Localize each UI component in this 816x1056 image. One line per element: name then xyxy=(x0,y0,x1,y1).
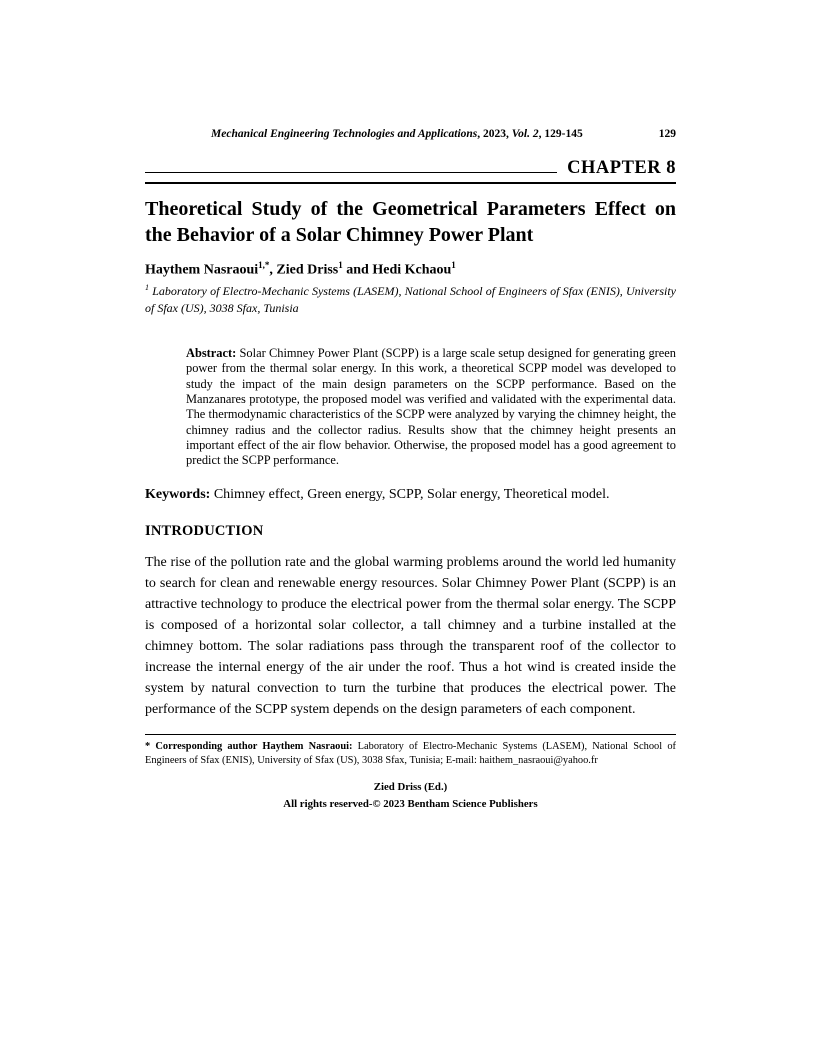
affiliation-line xyxy=(145,283,676,315)
abstract-text: Solar Chimney Power Plant (SCPP) is a large scale setup designed for generating green power from the thermal solar energy. In this work, a theoretical SCPP model was developed to study the impact of the main design parameters on the SCPP performance. Based on the Manzanares prototype, the proposed model was verified and validated with the experimental data. The thermodynamic characteristics of the SCPP were analyzed by varying the chimney height, the chimney radius and the collector radius. Results show that the chimney height presents an important effect of the air flow behavior. Otherwise, the proposed model has a good agreement to predict the SCPP performance. xyxy=(186,345,676,468)
keywords-label: Keywords: xyxy=(145,486,211,502)
keywords-text: Chimney effect, Green energy, SCPP, Solar energy, Theoretical model. xyxy=(210,486,610,502)
author-2: , Zied Driss xyxy=(269,262,339,278)
affiliation-mark: 1 xyxy=(145,283,149,293)
journal-volume: Vol. 2 xyxy=(511,128,539,140)
author-1: Haythem Nasraoui xyxy=(145,262,259,278)
copyright-footer xyxy=(145,779,676,812)
author-3-affil-mark: 1 xyxy=(451,259,456,270)
running-header xyxy=(145,128,676,140)
footnote-label: * Corresponding author Haythem Nasraoui: xyxy=(145,740,353,752)
affiliation-text: Laboratory of Electro-Mechanic Systems (LASEM), National School of Engineers of Sfax (ENIS), University of Sfax (US), 3038 Sfax, Tunisia xyxy=(145,284,676,315)
journal-name: Mechanical Engineering Technologies and Applications xyxy=(211,128,478,140)
article-title: Theoretical Study of the Geometrical Parameters Effect on the Behavior of a Solar Chimney Power Plant xyxy=(145,198,676,247)
footer-editor: Zied Driss (Ed.) xyxy=(373,780,448,793)
journal-page-range: , 129-145 xyxy=(538,128,583,140)
chapter-banner xyxy=(145,158,676,184)
abstract-label: Abstract: xyxy=(186,345,237,360)
journal-citation xyxy=(211,128,583,140)
keywords-block xyxy=(145,484,676,505)
corresponding-author-footnote xyxy=(145,734,676,769)
page-number: 129 xyxy=(658,128,676,140)
journal-year: , 2023, xyxy=(477,128,512,140)
introduction-paragraph: The rise of the pollution rate and the global warming problems around the world led humanity to search for clean and renewable energy resources. Solar Chimney Power Plant (SCPP) is an attractive technology to produce the electrical power from the thermal solar energy. The SCPP is composed of a horizontal solar collector, a tall chimney and a turbine installed at the chimney bottom. The solar radiations pass through the transparent roof of the collector to increase the internal energy of the air under the roof. Thus a hot wind is created inside the system by natural convection to turn the turbine that produces the electrical power. The performance of the SCPP system depends on the design parameters of each component. xyxy=(145,554,676,717)
footnote-text: Laboratory of Electro-Mechanic Systems (LASEM), National School of Engineers of Sfax (ENIS), University of Sfax (US), 3038 Sfax, Tunisia; E-mail: haithem_nasraoui@yahoo.fr xyxy=(145,740,676,767)
author-1-affil-mark: 1,* xyxy=(258,259,270,270)
author-2-affil-mark: 1 xyxy=(338,259,343,270)
authors-line xyxy=(145,260,676,279)
chapter-rule xyxy=(145,172,557,173)
abstract-block xyxy=(145,346,676,469)
footer-copyright: All rights reserved-© 2023 Bentham Science Publishers xyxy=(283,797,538,810)
section-heading-introduction: INTRODUCTION xyxy=(145,522,264,539)
chapter-label: CHAPTER 8 xyxy=(567,158,676,178)
author-3: and Hedi Kchaou xyxy=(342,262,452,278)
